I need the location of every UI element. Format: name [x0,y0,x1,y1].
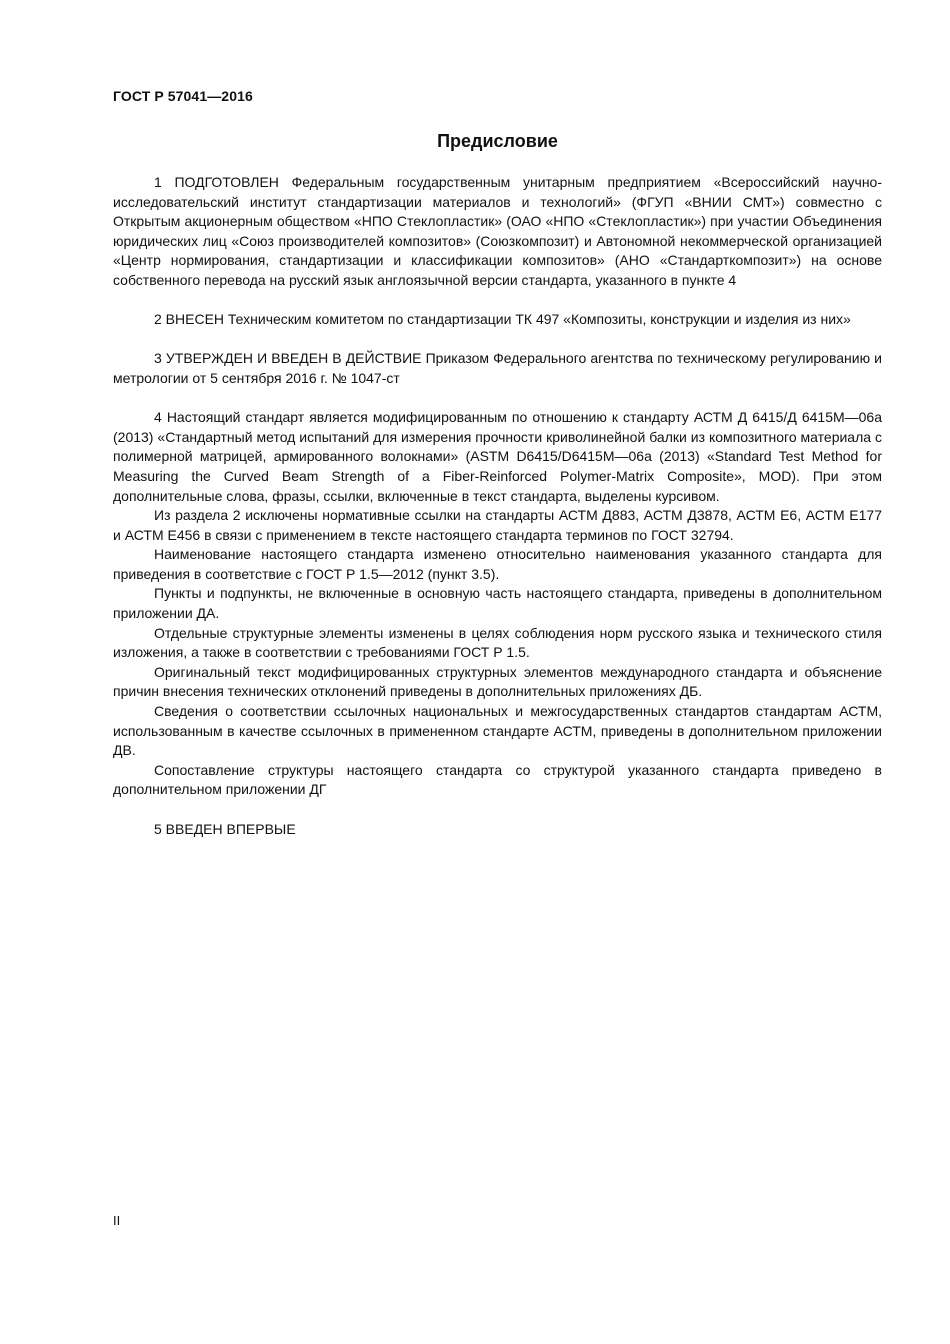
document-code: ГОСТ Р 57041—2016 [113,88,253,104]
paragraph-appendix-dv: Сведения о соответствии ссылочных национальных и межгосударственных стандартов стандартам АСТМ, использованным в качестве ссылочных в примененном стандарте АСТМ, приведены в дополнительном приложении ДВ. [113,703,882,759]
paragraph-appendix-da: Пункты и подпункты, не включенные в основную часть настоящего стандарта, приведены в дополнительном приложении ДА. [113,585,882,622]
paragraph-excluded-references: Из раздела 2 исключены нормативные ссылки на стандарты АСТМ Д883, АСТМ Д3878, АСТМ Е6, АСТМ Е177 и АСТМ Е456 в связи с применением в тексте настоящего стандарта терминов по ГОСТ 32794. [113,507,882,543]
section-title: Предисловие [437,131,558,151]
paragraph-introduced-by: 2 ВНЕСЕН Техническим комитетом по стандартизации ТК 497 «Композиты, конструкции и изделия из них» [154,311,851,328]
paragraph-structural-elements: Отдельные структурные элементы изменены в целях соблюдения норм русского языка и технического стиля изложения, а также в соответствии с требованиями ГОСТ Р 1.5. [113,624,882,661]
preface-body [113,173,882,839]
paragraph-appendix-db: Оригинальный текст модифицированных структурных элементов международного стандарта и объяснение причин внесения технических отклонений приведены в дополнительных приложениях ДБ. [113,663,882,700]
paragraph-title-change: Наименование настоящего стандарта изменено относительно наименования указанного стандарта для приведения в соответствие с ГОСТ Р 1.5—2012 (пункт 3.5). [113,546,882,582]
paragraph-approved: 3 УТВЕРЖДЕН И ВВЕДЕН В ДЕЙСТВИЕ Приказом Федерального агентства по техническому регулированию и метрологии от 5 сентября 2016 г. № 1047-ст [113,350,882,386]
paragraph-modification: 4 Настоящий стандарт является модифицированным по отношению к стандарту АСТМ Д 6415/Д 6415М—06а (2013) «Стандартный метод испытаний для измерения прочности криволинейной балки из композитного материала с полимерной матрицей, армированного волокнами» (ASTM D6415/D6415M—06a (2013) «Standard Test Method for Measuring the Curved Beam Strength of a Fiber-Reinforced Polymer-Matrix Composite», MOD). При этом дополнительные слова, фразы, ссылки, включенные в текст стандарта, выделены курсивом. [113,409,882,504]
paragraph-appendix-dg: Сопоставление структуры настоящего стандарта со структурой указанного стандарта приведено в дополнительном приложении ДГ [113,761,882,798]
page-number: II [113,1213,121,1228]
paragraph-first-introduced: 5 ВВЕДЕН ВПЕРВЫЕ [154,820,296,837]
paragraph-prepared-by: 1 ПОДГОТОВЛЕН Федеральным государственным унитарным предприятием «Всероссийский научно-исследовательский институт стандартизации материалов и технологий» (ФГУП «ВНИИ СМТ») совместно с Открытым акционерным обществом «НПО Стеклопластик» (ОАО «НПО «Стеклопластик») при участии Объединения юридических лиц «Союз производителей композитов» (Союзкомпозит) и Автономной некоммерческой организацией «Центр нормирования, стандартизации и классификации композитов» (АНО «Стандарткомпозит») на основе собственного перевода на русский язык англоязычной версии стандарта, указанного в пункте 4 [113,174,882,288]
